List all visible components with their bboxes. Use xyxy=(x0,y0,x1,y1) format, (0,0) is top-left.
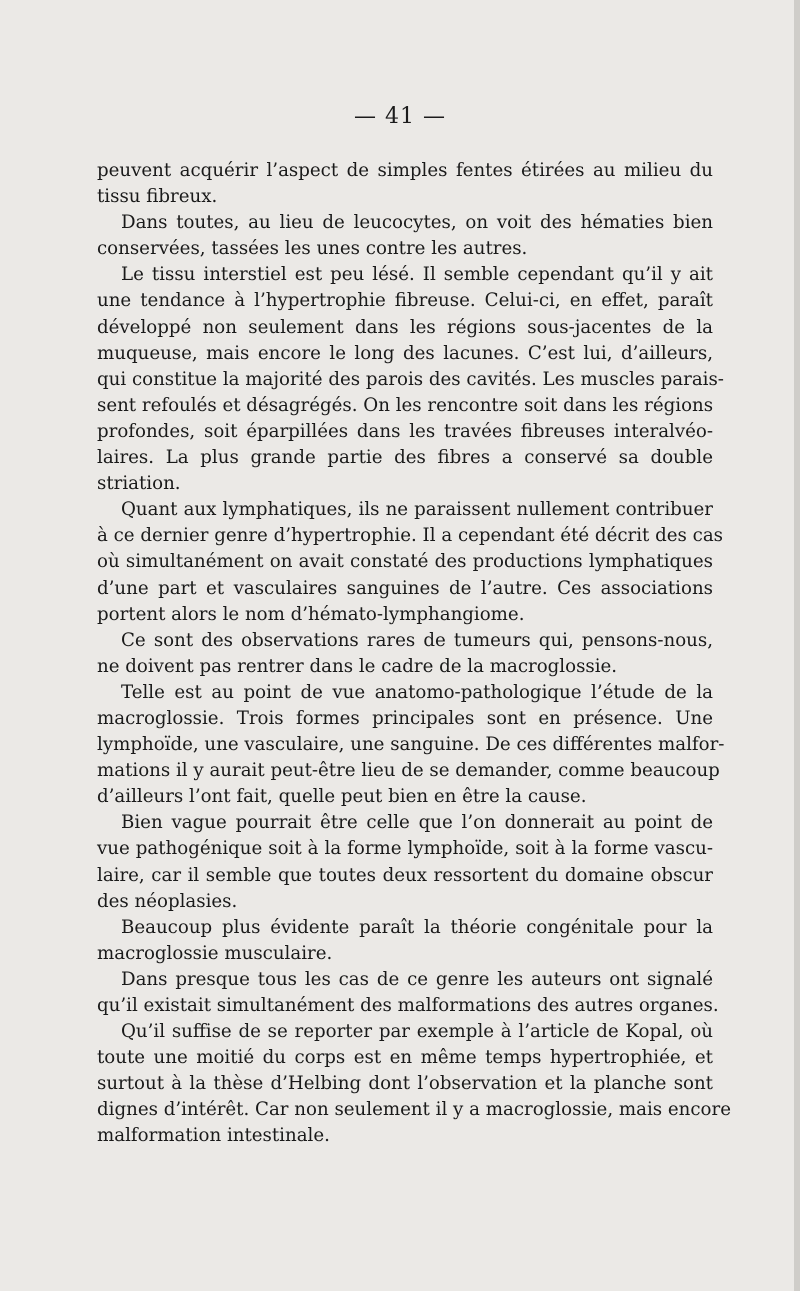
text-line: Quant aux lymphatiques, ils ne paraissent nullement contribuer xyxy=(121,499,713,521)
text-line: Beaucoup plus évidente paraît la théorie congénitale pour la xyxy=(121,916,713,938)
text-line: des néoplasies. xyxy=(97,890,238,912)
text-line: mations il y aurait peut-être lieu de se demander, comme beaucoup xyxy=(97,760,720,782)
text-line: Dans presque tous les cas de ce genre les auteurs ont signalé xyxy=(121,968,713,990)
text-line: à ce dernier genre d’hypertrophie. Il a cependant été décrit des cas xyxy=(97,525,724,547)
text-line: dignes d’intérêt. Car non seulement il y a macroglossie, mais encore xyxy=(97,1099,731,1121)
text-line: laires. La plus grande partie des fibres a conservé sa double xyxy=(97,447,713,469)
text-line: sent refoulés et désagrégés. On les rencontre soit dans les régions xyxy=(97,394,714,416)
text-line: d’une part et vasculaires sanguines de l’autre. Ces associations xyxy=(97,577,713,599)
text-line: d’ailleurs l’ont fait, quelle peut bien en être la cause. xyxy=(97,786,587,808)
text-line: macroglossie. Trois formes principales sont en présence. Une xyxy=(97,707,713,729)
text-line: Bien vague pourrait être celle que l’on donnerait au point de xyxy=(121,812,713,834)
text-line: ne doivent pas rentrer dans le cadre de la macroglossie. xyxy=(97,655,618,677)
text-line: laire, car il semble que toutes deux ressortent du domaine obscur xyxy=(97,864,713,886)
text-line: macroglossie musculaire. xyxy=(97,942,333,964)
text-line: striation. xyxy=(97,473,181,495)
text-line: muqueuse, mais encore le long des lacunes. C’est lui, d’ailleurs, xyxy=(97,342,713,364)
text-line: surtout à la thèse d’Helbing dont l’observation et la planche sont xyxy=(97,1073,713,1095)
text-line: développé non seulement dans les régions sous-jacentes de la xyxy=(97,316,713,338)
text-line: Dans toutes, au lieu de leucocytes, on voit des hématies bien xyxy=(121,212,713,234)
text-line: conservées, tassées les unes contre les autres. xyxy=(97,238,528,260)
text-line: qu’il existait simultanément des malformations des autres organes. xyxy=(97,995,719,1016)
text-line: une tendance à l’hypertrophie fibreuse. Celui-ci, en effet, paraît xyxy=(97,290,713,312)
text-line: malformation intestinale. xyxy=(97,1125,330,1147)
text-line: où simultanément on avait constaté des productions lymphatiques xyxy=(97,551,713,573)
text-line: lymphoïde, une vasculaire, une sanguine. De ces différentes malfor- xyxy=(97,734,725,756)
text-line: portent alors le nom d’hémato-lymphangiome. xyxy=(97,603,525,625)
text-line: Telle est au point de vue anatomo-pathologique l’étude de la xyxy=(121,681,713,703)
text-line: toute une moitié du corps est en même temps hypertrophiée, et xyxy=(97,1047,713,1069)
text-line: Qu’il suffise de se reporter par exemple à l’article de Kopal, où xyxy=(121,1021,713,1043)
text-line: peuvent acquérir l’aspect de simples fentes étirées au milieu du xyxy=(97,160,713,181)
text-line: tissu fibreux. xyxy=(97,186,218,208)
text-line: Le tissu interstiel est peu lésé. Il semble cependant qu’il y ait xyxy=(121,264,713,286)
text-line: Ce sont des observations rares de tumeurs qui, pensons-nous, xyxy=(121,629,713,651)
body-text xyxy=(97,158,731,1150)
text-line: profondes, soit éparpillées dans les travées fibreuses interalvéo- xyxy=(97,420,713,442)
text-line: qui constitue la majorité des parois des cavités. Les muscles parais- xyxy=(97,368,724,390)
page-number: — 41 — xyxy=(354,104,446,129)
text-line: vue pathogénique soit à la forme lymphoïde, soit à la forme vascu- xyxy=(97,838,713,860)
